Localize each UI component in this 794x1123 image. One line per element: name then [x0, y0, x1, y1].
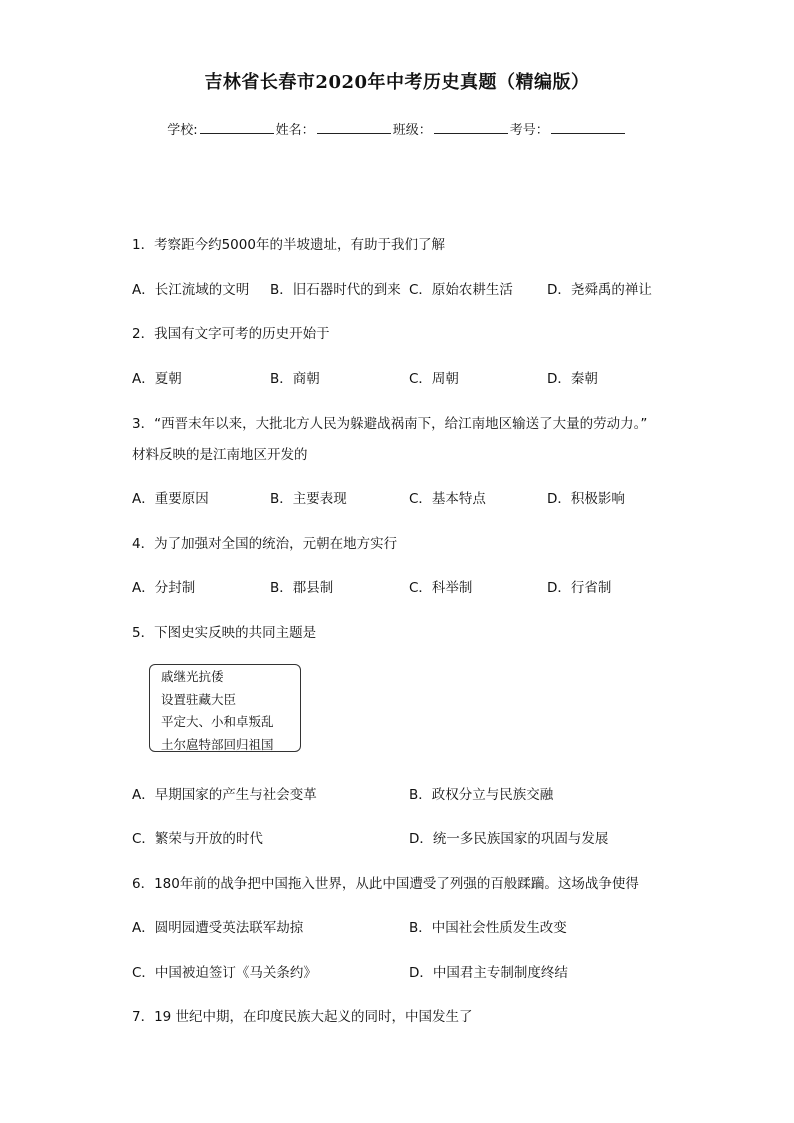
question-6-option-d: D．中国君主专制制度终结 [409, 965, 568, 981]
page-title: 吉林省长春市2020年中考历史真题（精编版） [204, 72, 590, 93]
material-item: 戚继光抗倭 [161, 669, 224, 684]
name-blank[interactable] [317, 121, 391, 134]
question-3-option-a: A．重要原因 [132, 491, 209, 507]
question-3-option-d: D．积极影响 [547, 491, 625, 507]
class-blank[interactable] [434, 121, 508, 134]
student-info-line [0, 119, 794, 138]
class-label: 班级： [392, 123, 432, 138]
question-2-stem: 2．我国有文字可考的历史开始于 [132, 326, 330, 342]
question-2-option-c: C．周朝 [409, 371, 459, 387]
question-6-option-b: B．中国社会性质发生改变 [409, 920, 567, 936]
question-3-option-b: B．主要表现 [270, 491, 347, 507]
question-5-material-box [149, 664, 301, 752]
material-item: 平定大、小和卓叛乱 [161, 714, 274, 729]
question-1-stem: 1．考察距今约5000年的半坡遗址，有助于我们了解 [132, 237, 445, 253]
exam-no-blank[interactable] [551, 121, 625, 134]
name-label: 姓名： [275, 123, 315, 138]
question-1-option-a: A．长江流域的文明 [132, 282, 250, 298]
question-3-stem-line-2: 材料反映的是江南地区开发的 [132, 447, 308, 463]
school-label: 学校: [167, 123, 198, 138]
question-4-option-c: C．科举制 [409, 580, 473, 596]
question-2-option-b: B．商朝 [270, 371, 320, 387]
question-6-stem: 6．180年前的战争把中国拖入世界，从此中国遭受了列强的百般蹂躏。这场战争使得 [132, 876, 639, 892]
question-1-option-c: C．原始农耕生活 [409, 282, 513, 298]
question-4-option-d: D．行省制 [547, 580, 612, 596]
question-5-option-b: B．政权分立与民族交融 [409, 787, 554, 803]
school-blank[interactable] [200, 121, 274, 134]
question-4-stem: 4．为了加强对全国的统治，元朝在地方实行 [132, 536, 398, 552]
question-1-option-d: D．尧舜禹的禅让 [547, 282, 652, 298]
question-1-option-b: B．旧石器时代的到来 [270, 282, 401, 298]
question-4-option-a: A．分封制 [132, 580, 196, 596]
question-3-option-c: C．基本特点 [409, 491, 486, 507]
question-2-option-a: A．夏朝 [132, 371, 182, 387]
question-7-stem: 7．19 世纪中期，在印度民族大起义的同时，中国发生了 [132, 1009, 473, 1025]
question-5-option-c: C．繁荣与开放的时代 [132, 831, 263, 847]
question-6-option-a: A．圆明园遭受英法联军劫掠 [132, 920, 304, 936]
material-item: 设置驻藏大臣 [161, 691, 237, 707]
exam-no-label: 考号： [509, 123, 549, 138]
material-item: 土尔扈特部回归祖国 [161, 736, 274, 752]
question-5-stem: 5．下图史实反映的共同主题是 [132, 625, 317, 641]
question-5-option-a: A．早期国家的产生与社会变革 [132, 787, 317, 803]
question-6-option-c: C．中国被迫签订《马关条约》 [132, 965, 317, 981]
question-3-stem-line-1: 3．“西晋末年以来，大批北方人民为躲避战祸南下，给江南地区输送了大量的劳动力。” [132, 416, 648, 432]
question-2-option-d: D．秦朝 [547, 371, 598, 387]
question-5-option-d: D．统一多民族国家的巩固与发展 [409, 831, 609, 847]
question-4-option-b: B．郡县制 [270, 580, 334, 596]
